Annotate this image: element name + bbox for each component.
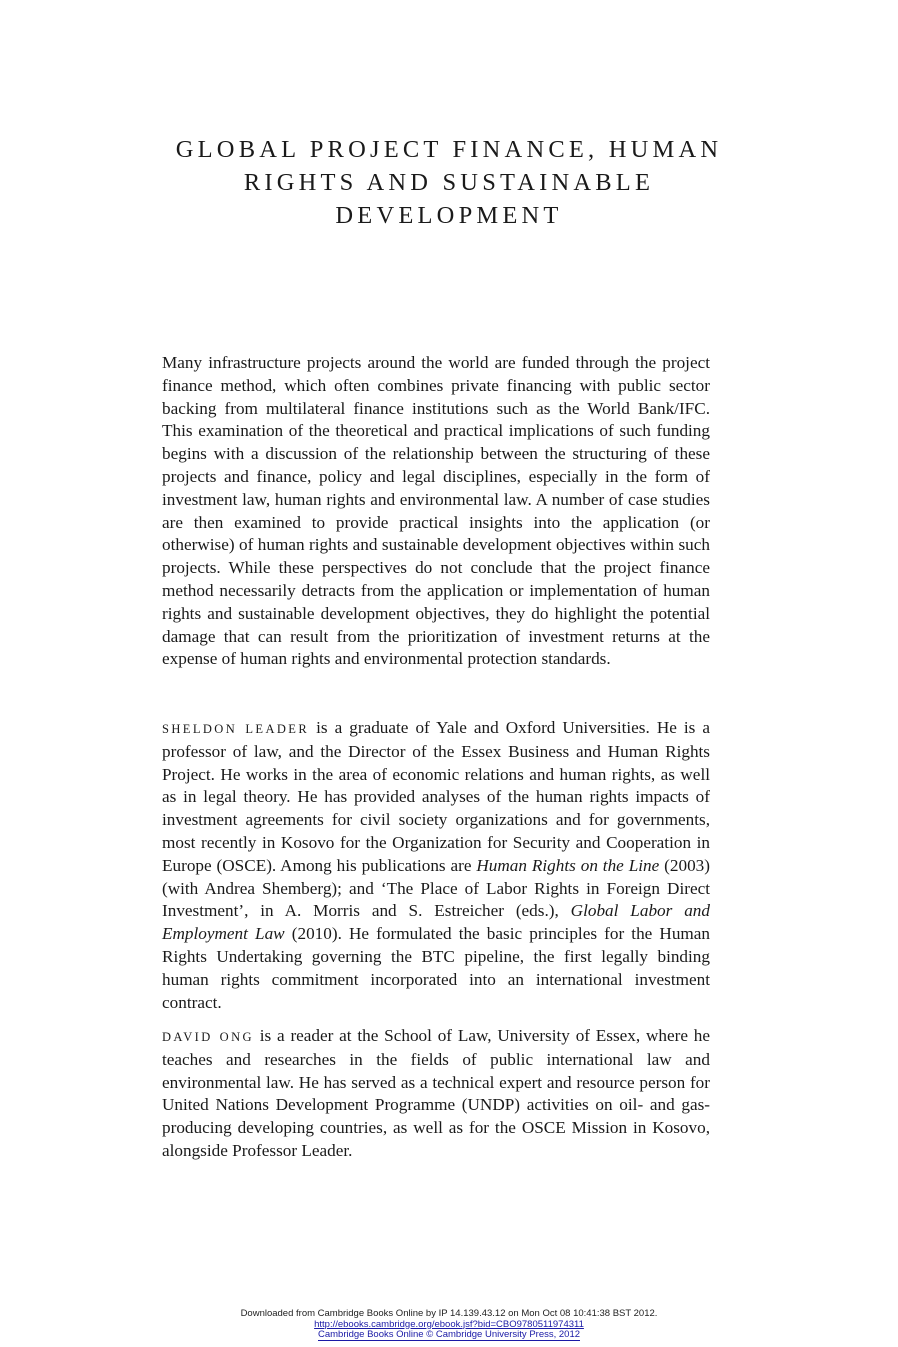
- bio-text-ong: is a reader at the School of Law, University of Essex, where he teaches and researches in the fields of public international law and environmental law. He has served as a technical expert and resource person for United Nations Development Programme (UNDP) activities on oil- and gas-producing developing countries, as well as for the OSCE Mission in Kosovo, alongside Professor Leader.: [162, 1026, 710, 1160]
- download-footer: [0, 1309, 898, 1341]
- author-bio-ong: [162, 1025, 710, 1163]
- book-title: [120, 133, 778, 232]
- bio-paragraph-leader: [162, 717, 710, 1014]
- abstract-section: [162, 352, 710, 671]
- copyright-notice: Cambridge Books Online © Cambridge University Press, 2012: [317, 1329, 581, 1340]
- title-line-3: DEVELOPMENT: [335, 202, 563, 229]
- bio-text-part-1: is a graduate of Yale and Oxford Universities. He is a professor of law, and the Director of the Essex Business and Human Rights Project. He works in the area of economic relations and human rights, as well as in legal theory. He has provided analyses of the human rights impacts of investment agreements for civil society organizations and for governments, most recently in Kosovo for the Organization for Security and Cooperation in Europe (OSCE). Among his publications are: [162, 718, 711, 875]
- bio-text-part-2: (2003) (with Andrea Shemberg); and ‘The Place of Labor Rights in Foreign Direct Investment’, in A. Morris and S. Estreicher (eds.),: [162, 855, 711, 921]
- ebook-link[interactable]: http://ebooks.cambridge.org/ebook.jsf?bid=CBO9780511974311: [314, 1318, 584, 1330]
- book-title-human-rights: Human Rights on the Line: [476, 855, 660, 875]
- download-notice: Downloaded from Cambridge Books Online by IP 14.139.43.12 on Mon Oct 08 10:41:38 BST 2012.: [240, 1308, 658, 1319]
- author-name-leader: SHELDON LEADER: [162, 722, 310, 736]
- abstract-paragraph: Many infrastructure projects around the world are funded through the project finance method, which often combines private financing with public sector backing from multilateral finance institutions such as the World Bank/IFC. This examination of the theoretical and practical implications of such funding begins with a discussion of the relationship between the structuring of these projects and finance, policy and legal disciplines, especially in the form of investment law, human rights and environmental law. A number of case studies are then examined to provide practical insights into the application (or otherwise) of human rights and sustainable development objectives within such projects. While these perspectives do not conclude that the project finance method necessarily detracts from the application or implementation of human rights and sustainable development objectives, they do highlight the potential damage that can result from the prioritization of investment returns at the expense of human rights and environmental protection standards.: [162, 353, 710, 669]
- title-line-1: GLOBAL PROJECT FINANCE, HUMAN: [175, 136, 723, 163]
- title-line-2: RIGHTS AND SUSTAINABLE: [243, 169, 655, 196]
- author-name-ong: DAVID ONG: [162, 1030, 254, 1044]
- bio-text-part-3: (2010). He formulated the basic principles for the Human Rights Undertaking governing the BTC pipeline, the first legally binding human rights commitment incorporated into an international investment contract.: [162, 924, 711, 1012]
- author-bio-leader: [162, 717, 710, 1014]
- bio-paragraph-ong: [162, 1025, 710, 1163]
- book-title-global-labor: Global Labor and Employment Law: [162, 901, 710, 944]
